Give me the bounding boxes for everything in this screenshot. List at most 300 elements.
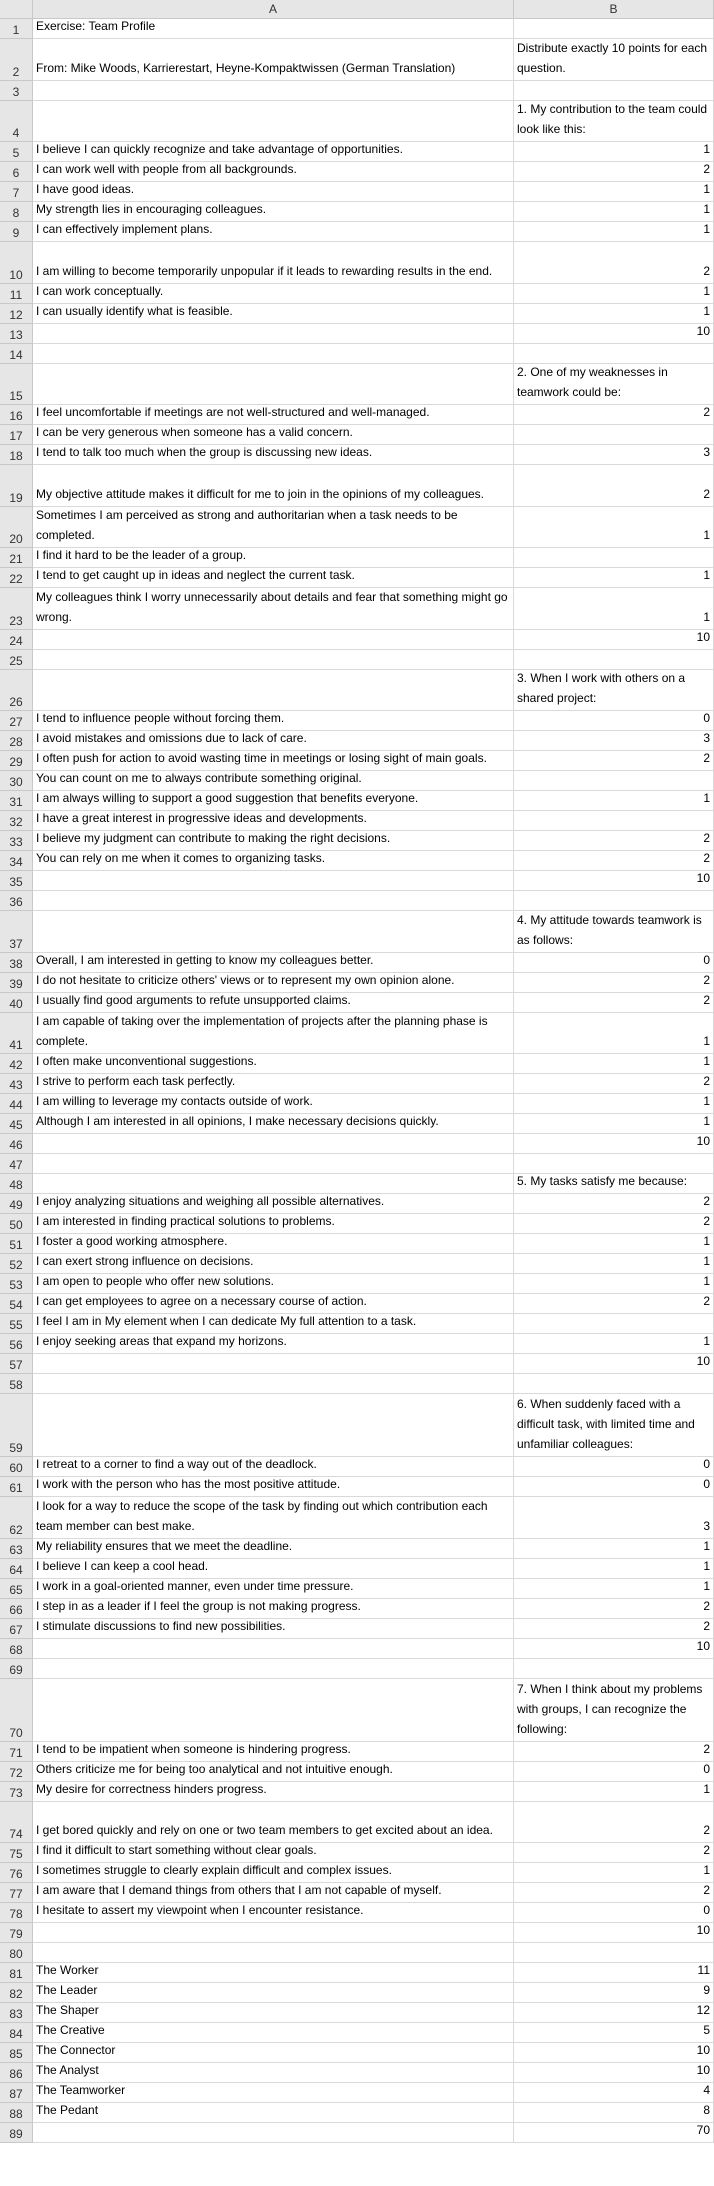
row-header[interactable]: 65 [0,1579,33,1599]
cell-b-text: 2 [703,992,710,1007]
cell-a[interactable] [33,1134,514,1154]
cell-b-text: 2 [703,1618,710,1633]
cell-b[interactable] [514,1659,714,1679]
row-header[interactable]: 82 [0,1983,33,2003]
row-header[interactable]: 78 [0,1903,33,1923]
sheet-row [0,630,714,650]
cell-b[interactable] [514,751,714,771]
cell-b[interactable] [514,1762,714,1782]
cell-a-text: I step in as a leader if I feel the group is not making progress. [36,1598,361,1613]
cell-b[interactable] [514,1539,714,1559]
row-header[interactable]: 67 [0,1619,33,1639]
cell-a[interactable] [33,1477,514,1497]
row-header[interactable]: 25 [0,650,33,670]
cell-a-text: I find it difficult to start something without clear goals. [36,1843,317,1857]
select-all-corner[interactable] [0,0,33,19]
row-header[interactable]: 6 [0,162,33,182]
cell-b[interactable] [514,1679,714,1742]
sheet-row [0,1114,714,1134]
sheet-row [0,891,714,911]
cell-b[interactable] [514,2123,714,2143]
cell-b[interactable] [514,1497,714,1539]
cell-b[interactable] [514,405,714,425]
row-header[interactable]: 10 [0,242,33,284]
sheet-row [0,1903,714,1923]
sheet-row [0,1943,714,1963]
row-header[interactable]: 2 [0,39,33,81]
cell-b-text: 1 [703,528,710,542]
sheet-row [0,2123,714,2143]
cell-a-text: I work in a goal-oriented manner, even under time pressure. [36,1578,354,1593]
cell-b[interactable] [514,1599,714,1619]
sheet-row [0,2103,714,2123]
cell-a-text: I have good ideas. [36,182,135,196]
cell-a[interactable] [33,465,514,507]
cell-b[interactable] [514,2043,714,2063]
row-header[interactable]: 37 [0,911,33,953]
cell-a[interactable] [33,1497,514,1539]
row-header[interactable]: 86 [0,2063,33,2083]
cell-a-text: The Worker [36,1963,99,1977]
cell-a[interactable] [33,344,514,364]
row-header[interactable]: 26 [0,670,33,712]
cell-b[interactable] [514,222,714,242]
cell-b-text: 4 [703,2083,710,2097]
row-header[interactable]: 56 [0,1334,33,1354]
cell-b[interactable] [514,548,714,568]
row-header[interactable]: 16 [0,405,33,425]
cell-a[interactable] [33,222,514,242]
row-header[interactable]: 73 [0,1782,33,1802]
row-header[interactable]: 63 [0,1539,33,1559]
cell-b[interactable] [514,304,714,324]
cell-a-text: I am willing to become temporarily unpopular if it leads to rewarding results in the end. [36,263,493,278]
cell-b[interactable] [514,650,714,670]
cell-b[interactable] [514,2023,714,2043]
cell-a[interactable] [33,911,514,953]
cell-b[interactable] [514,101,714,143]
row-header[interactable]: 42 [0,1054,33,1074]
cell-b[interactable] [514,1963,714,1983]
row-header[interactable]: 80 [0,1943,33,1963]
cell-a-text: I often push for action to avoid wasting time in meetings or losing sight of main goals. [36,751,487,765]
cell-b-text: 1 [703,283,710,298]
row-header[interactable]: 48 [0,1174,33,1194]
cell-b[interactable] [514,1174,714,1194]
cell-b[interactable] [514,1943,714,1963]
cell-b[interactable] [514,1354,714,1374]
cell-b[interactable] [514,568,714,588]
row-header[interactable]: 22 [0,568,33,588]
row-header[interactable]: 13 [0,324,33,344]
sheet-row [0,39,714,81]
row-header[interactable]: 55 [0,1314,33,1334]
row-header[interactable]: 89 [0,2123,33,2143]
cell-b[interactable] [514,1114,714,1134]
cell-a[interactable] [33,1114,514,1134]
column-header-a[interactable]: A [33,0,514,19]
cell-b[interactable] [514,891,714,911]
cell-b[interactable] [514,284,714,304]
row-header[interactable]: 58 [0,1374,33,1394]
sheet-row [0,1639,714,1659]
cell-b[interactable] [514,1374,714,1394]
cell-a-text: I work with the person who has the most positive attitude. [36,1477,341,1491]
row-header[interactable]: 61 [0,1477,33,1497]
cell-b[interactable] [514,1903,714,1923]
cell-b[interactable] [514,911,714,953]
cell-a-text: I usually find good arguments to refute unsupported claims. [36,992,351,1007]
cell-b-text: 1 [703,1558,710,1573]
sheet-row [0,670,714,712]
sheet-row [0,507,714,549]
row-header[interactable]: 18 [0,445,33,465]
row-header[interactable]: 23 [0,588,33,630]
cell-b[interactable] [514,202,714,222]
cell-b[interactable] [514,1883,714,1903]
cell-a-text: I can exert strong influence on decisions. [36,1254,254,1268]
cell-b[interactable] [514,1457,714,1477]
cell-b[interactable] [514,1314,714,1334]
cell-b-text: 0 [703,1457,710,1471]
row-header[interactable]: 32 [0,811,33,831]
cell-a-text: My desire for correctness hinders progress. [36,1781,267,1796]
cell-a-text: I look for a way to reduce the scope of the task by finding out which contribution each team member can best make. [36,1498,488,1533]
cell-a[interactable] [33,1679,514,1742]
row-header[interactable]: 84 [0,2023,33,2043]
cell-a[interactable] [33,81,514,101]
cell-a[interactable] [33,1374,514,1394]
cell-b-text: 5 [703,2023,710,2037]
cell-b[interactable] [514,2063,714,2083]
cell-a-text: My strength lies in encouraging colleagues. [36,202,267,216]
cell-b-text: 1 [703,1054,710,1068]
row-header[interactable]: 72 [0,1762,33,1782]
cell-b[interactable] [514,791,714,811]
cell-b[interactable] [514,711,714,731]
row-header[interactable]: 77 [0,1883,33,1903]
row-header[interactable]: 7 [0,182,33,202]
cell-b[interactable] [514,1477,714,1497]
cell-a-text: I stimulate discussions to find new possibilities. [36,1618,286,1633]
row-header[interactable]: 49 [0,1194,33,1214]
row-header[interactable]: 59 [0,1394,33,1457]
cell-a[interactable] [33,1963,514,1983]
cell-b[interactable] [514,1074,714,1094]
cell-a-text: I foster a good working atmosphere. [36,1234,228,1248]
cell-b[interactable] [514,1639,714,1659]
cell-b[interactable] [514,19,714,39]
cell-a-text: I avoid mistakes and omissions due to lack of care. [36,731,307,745]
cell-a[interactable] [33,101,514,143]
cell-a[interactable] [33,2043,514,2063]
row-header[interactable]: 70 [0,1679,33,1742]
cell-a[interactable] [33,1013,514,1055]
cell-b[interactable] [514,1923,714,1943]
sheet-row [0,1802,714,1844]
cell-a[interactable] [33,1154,514,1174]
cell-b[interactable] [514,1742,714,1762]
row-header[interactable]: 60 [0,1457,33,1477]
row-header[interactable]: 62 [0,1497,33,1539]
cell-a-text: My objective attitude makes it difficult for me to join in the opinions of my colleagues. [36,486,485,501]
row-header[interactable]: 40 [0,993,33,1013]
cell-b[interactable] [514,425,714,445]
cell-b[interactable] [514,182,714,202]
cell-a-text: I tend to be impatient when someone is hindering progress. [36,1741,351,1756]
cell-b[interactable] [514,344,714,364]
cell-b[interactable] [514,811,714,831]
cell-b[interactable] [514,831,714,851]
row-header[interactable]: 28 [0,731,33,751]
cell-b[interactable] [514,1294,714,1314]
row-header[interactable]: 15 [0,364,33,406]
row-header[interactable]: 34 [0,851,33,871]
row-header[interactable]: 44 [0,1094,33,1114]
cell-a[interactable] [33,1903,514,1923]
row-header[interactable]: 68 [0,1639,33,1659]
cell-b[interactable] [514,993,714,1013]
row-header[interactable]: 17 [0,425,33,445]
cell-b[interactable] [514,1843,714,1863]
cell-b[interactable] [514,588,714,630]
cell-a-text: My reliability ensures that we meet the deadline. [36,1538,293,1553]
cell-b[interactable] [514,1274,714,1294]
row-header[interactable]: 69 [0,1659,33,1679]
cell-a-text: The Leader [36,1983,98,1997]
row-header[interactable]: 38 [0,953,33,973]
cell-a[interactable] [33,1983,514,2003]
cell-a[interactable] [33,891,514,911]
cell-a[interactable] [33,1923,514,1943]
cell-a[interactable] [33,568,514,588]
row-header[interactable]: 39 [0,973,33,993]
cell-b[interactable] [514,1194,714,1214]
cell-b[interactable] [514,953,714,973]
cell-a-text: I can be very generous when someone has a valid concern. [36,425,353,439]
cell-a[interactable] [33,670,514,712]
cell-b[interactable] [514,1234,714,1254]
row-header[interactable]: 57 [0,1354,33,1374]
cell-a-text: I can work conceptually. [36,283,164,298]
row-header[interactable]: 81 [0,1963,33,1983]
cell-b-text: 2 [703,851,710,865]
row-header[interactable]: 71 [0,1742,33,1762]
cell-a[interactable] [33,1354,514,1374]
cell-b[interactable] [514,1559,714,1579]
row-header[interactable]: 1 [0,19,33,39]
row-header[interactable]: 87 [0,2083,33,2103]
cell-b[interactable] [514,324,714,344]
row-header[interactable]: 75 [0,1843,33,1863]
cell-b-text: 2 [703,1843,710,1857]
cell-b[interactable] [514,851,714,871]
row-header[interactable]: 54 [0,1294,33,1314]
row-header[interactable]: 50 [0,1214,33,1234]
cell-b-text: 2 [703,1883,710,1897]
cell-b[interactable] [514,445,714,465]
cell-b[interactable] [514,1334,714,1354]
cell-a[interactable] [33,993,514,1013]
row-header[interactable]: 46 [0,1134,33,1154]
cell-a[interactable] [33,2083,514,2103]
cell-b[interactable] [514,81,714,101]
cell-a[interactable] [33,1782,514,1802]
cell-a[interactable] [33,1619,514,1639]
row-header[interactable]: 29 [0,751,33,771]
cell-b[interactable] [514,771,714,791]
row-header[interactable]: 43 [0,1074,33,1094]
sheet-row [0,1334,714,1354]
cell-a[interactable] [33,19,514,39]
cell-b[interactable] [514,162,714,182]
row-header[interactable]: 36 [0,891,33,911]
row-header[interactable]: 24 [0,630,33,650]
row-header[interactable]: 3 [0,81,33,101]
cell-b-text: 1 [703,1781,710,1796]
cell-b-text: 4. My attitude towards teamwork is as follows: [517,912,702,947]
row-header[interactable]: 12 [0,304,33,324]
cell-a[interactable] [33,851,514,871]
cell-b[interactable] [514,39,714,81]
row-header[interactable]: 21 [0,548,33,568]
row-header[interactable]: 30 [0,771,33,791]
row-header[interactable]: 11 [0,284,33,304]
cell-b-text: 1 [703,1334,710,1348]
row-header[interactable]: 66 [0,1599,33,1619]
row-header[interactable]: 8 [0,202,33,222]
cell-a[interactable] [33,588,514,630]
cell-b[interactable] [514,2083,714,2103]
row-header[interactable]: 53 [0,1274,33,1294]
cell-a[interactable] [33,1334,514,1354]
cell-a[interactable] [33,1659,514,1679]
cell-b[interactable] [514,1394,714,1457]
cell-a-text: I am willing to leverage my contacts outside of work. [36,1094,313,1108]
cell-b[interactable] [514,1013,714,1055]
row-header[interactable]: 19 [0,465,33,507]
cell-b[interactable] [514,1094,714,1114]
cell-b[interactable] [514,670,714,712]
row-header[interactable]: 41 [0,1013,33,1055]
cell-a[interactable] [33,630,514,650]
cell-b[interactable] [514,1802,714,1844]
row-header[interactable]: 64 [0,1559,33,1579]
cell-b-text: 2 [703,831,710,845]
cell-a[interactable] [33,39,514,81]
row-header[interactable]: 52 [0,1254,33,1274]
cell-b[interactable] [514,1579,714,1599]
row-header[interactable]: 9 [0,222,33,242]
row-header[interactable]: 45 [0,1114,33,1134]
cell-b[interactable] [514,1134,714,1154]
cell-a[interactable] [33,1802,514,1844]
cell-a[interactable] [33,304,514,324]
sheet-row [0,81,714,101]
column-header-b[interactable]: B [514,0,714,19]
cell-b[interactable] [514,1863,714,1883]
row-header[interactable]: 74 [0,1802,33,1844]
row-header[interactable]: 79 [0,1923,33,1943]
cell-b[interactable] [514,364,714,406]
row-header[interactable]: 33 [0,831,33,851]
sheet-row [0,1477,714,1497]
sheet-row [0,445,714,465]
sheet-row [0,1659,714,1679]
cell-a-text: I feel uncomfortable if meetings are not well-structured and well-managed. [36,405,430,419]
cell-b-text: 8 [703,2103,710,2117]
cell-a-text: I believe my judgment can contribute to making the right decisions. [36,831,391,845]
cell-a[interactable] [33,507,514,549]
cell-b[interactable] [514,630,714,650]
cell-b[interactable] [514,973,714,993]
row-header[interactable]: 85 [0,2043,33,2063]
cell-b[interactable] [514,1782,714,1802]
cell-b[interactable] [514,142,714,162]
cell-a[interactable] [33,242,514,284]
row-header[interactable]: 76 [0,1863,33,1883]
cell-b-text: 1 [703,1538,710,1553]
row-header[interactable]: 51 [0,1234,33,1254]
cell-b[interactable] [514,1619,714,1639]
cell-a-text: I can work well with people from all backgrounds. [36,162,297,176]
cell-b[interactable] [514,731,714,751]
row-header[interactable]: 5 [0,142,33,162]
row-header[interactable]: 4 [0,101,33,143]
cell-b-text: 1 [703,182,710,196]
cell-b[interactable] [514,871,714,891]
cell-a[interactable] [33,650,514,670]
cell-a[interactable] [33,445,514,465]
cell-a-text: Sometimes I am perceived as strong and authoritarian when a task needs to be completed. [36,508,458,542]
cell-b[interactable] [514,465,714,507]
row-header[interactable]: 83 [0,2003,33,2023]
cell-b[interactable] [514,507,714,549]
cell-b[interactable] [514,1983,714,2003]
row-header[interactable]: 47 [0,1154,33,1174]
row-header[interactable]: 20 [0,507,33,549]
cell-b[interactable] [514,1054,714,1074]
row-header[interactable]: 27 [0,711,33,731]
row-header[interactable]: 88 [0,2103,33,2123]
cell-a-text: I tend to get caught up in ideas and neglect the current task. [36,568,355,582]
row-header[interactable]: 14 [0,344,33,364]
row-header[interactable]: 31 [0,791,33,811]
cell-a[interactable] [33,2123,514,2143]
cell-b[interactable] [514,1254,714,1274]
cell-b[interactable] [514,2103,714,2123]
cell-b-text: 1 [703,1094,710,1108]
cell-a[interactable] [33,1394,514,1457]
cell-b[interactable] [514,242,714,284]
cell-a[interactable] [33,1943,514,1963]
cell-a[interactable] [33,2103,514,2123]
cell-b-text: 2 [703,1823,710,1837]
row-header[interactable]: 35 [0,871,33,891]
cell-a-text: I am interested in finding practical solutions to problems. [36,1214,335,1228]
cell-b[interactable] [514,2003,714,2023]
cell-a[interactable] [33,871,514,891]
cell-b[interactable] [514,1214,714,1234]
cell-a[interactable] [33,324,514,344]
cell-b-text: 1 [703,303,710,318]
sheet-row [0,465,714,507]
cell-b-text: 10 [696,323,710,338]
cell-a[interactable] [33,364,514,406]
cell-a-text: I tend to talk too much when the group is discussing new ideas. [36,445,373,459]
cell-a[interactable] [33,1639,514,1659]
cell-a[interactable] [33,2003,514,2023]
